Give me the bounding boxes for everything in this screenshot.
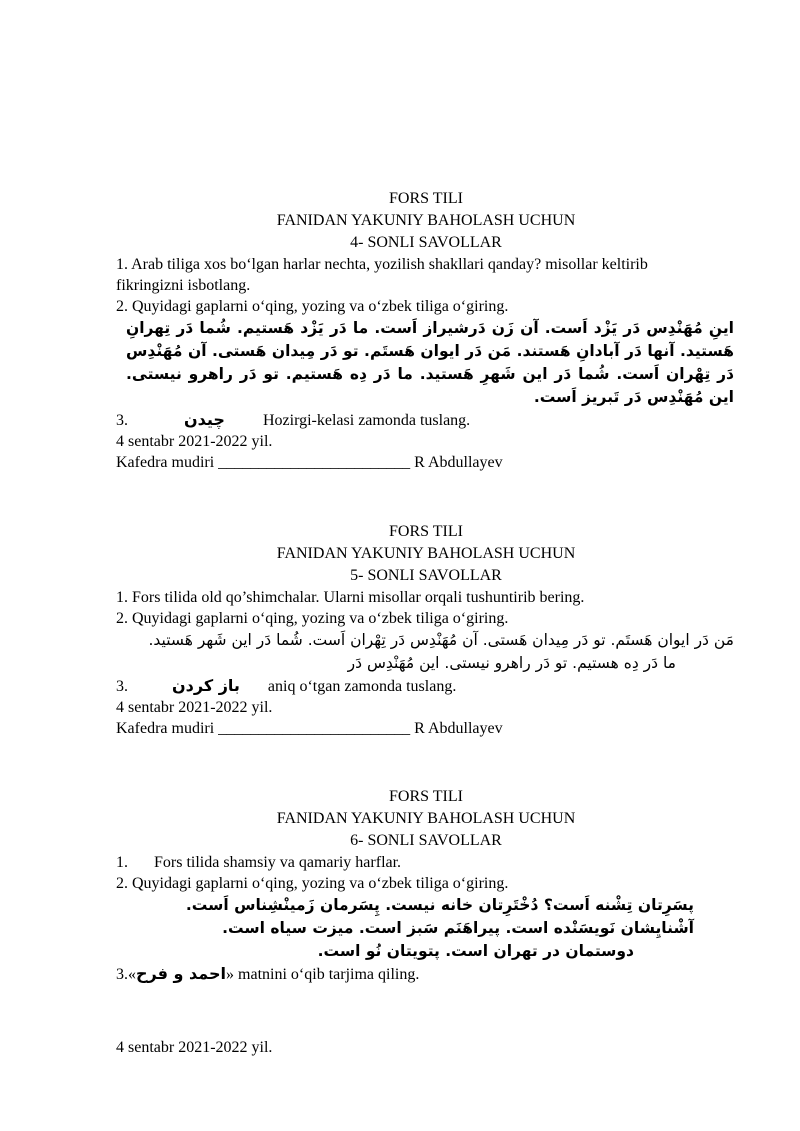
question-3-number: 3. <box>116 412 128 429</box>
title-line-1: FORS TILI <box>389 788 463 805</box>
question-1: 1. Arab tiliga xos bo‘lgan harlar nechta, yozilish shakllari qanday? misollar keltirib fikringizni isbotlang. <box>116 256 648 294</box>
persian-text-2: ما دَر دِه هستیم. تو دَر راهرو نیستی. این مُهَنْدِس دَر <box>347 654 676 672</box>
question-3 <box>116 963 736 985</box>
date-line: 4 sentabr 2021-2022 yil. <box>116 433 273 450</box>
persian-text-2: آشْنایِشان نَویسَنْده است. پیراهَنَم سَبز است. میزت سیاه است. <box>222 919 694 937</box>
question-3-text: aniq o‘tgan zamonda tuslang. <box>267 678 457 695</box>
section-6 <box>116 786 736 1058</box>
date-line: 4 sentabr 2021-2022 yil. <box>116 1039 273 1056</box>
title-line-1: FORS TILI <box>389 523 463 540</box>
title-line-3: 4- SONLI SAVOLLAR <box>350 234 502 251</box>
title-line-1: FORS TILI <box>389 190 463 207</box>
date-line: 4 sentabr 2021-2022 yil. <box>116 699 273 716</box>
persian-verb: باز کردن <box>172 676 240 695</box>
question-3-text: Hozirgi-kelasi zamonda tuslang. <box>262 412 471 429</box>
question-3-suffix: » matnini o‘qib tarjima qiling. <box>226 966 420 983</box>
document-page <box>116 188 736 1058</box>
question-1-text: Fors tilida shamsiy va qamariy harflar. <box>154 854 402 871</box>
question-3-prefix: 3.« <box>116 966 136 983</box>
title-line-3: 6- SONLI SAVOLLAR <box>350 832 502 849</box>
question-2: 2. Quyidagi gaplarni o‘qing, yozing va o‘zbek tiliga o‘giring. <box>116 610 509 627</box>
question-3-number: 3. <box>116 678 128 695</box>
question-2: 2. Quyidagi gaplarni o‘qing, yozing va o‘zbek tiliga o‘giring. <box>116 298 509 315</box>
persian-title: احمد و فرح <box>136 964 227 983</box>
signature-line: Kafedra mudiri ________________________ R Abdullayev <box>116 454 503 471</box>
title-line-2: FANIDAN YAKUNIY BAHOLASH UCHUN <box>276 810 576 827</box>
question-1 <box>116 852 736 873</box>
persian-text-1: مَن دَر ایوان هَستَم. تو دَر مِیدان هَستی. آن مُهَنْدِس دَر تِهْران اَست. شُما دَر این شَهر هَستید. <box>148 631 734 649</box>
section-5 <box>116 521 736 739</box>
section-4 <box>116 188 736 473</box>
question-1-number: 1. <box>116 854 128 871</box>
title-line-2: FANIDAN YAKUNIY BAHOLASH UCHUN <box>276 545 576 562</box>
title-line-3: 5- SONLI SAVOLLAR <box>350 567 502 584</box>
question-3 <box>116 675 736 697</box>
persian-text: اینِ مُهَنْدِس دَر یَزْد اَست. آن زَن دَرشیراز اَست. ما دَر یَزْد هَستیم. شُما دَر تِهرانِ هَستید. آنها دَر آبادانِ هَستند. مَن دَر ایوان هَستَم. تو دَر مِیدان هَستی. آن مُهَنْدِس دَر تِهْران اَست. شُما دَر این شَهرِ هَستید. ما دَر دِه هَستیم. تو دَر راهرو نیستی. این مُهَنْدِس دَر تَبریز اَست. <box>126 319 734 406</box>
question-3 <box>116 409 736 431</box>
persian-verb: چیدن <box>184 410 225 429</box>
signature-line: Kafedra mudiri ________________________ R Abdullayev <box>116 720 503 737</box>
persian-text-3: دوستمان در تهران است. پتویتان نُو است. <box>317 942 634 960</box>
question-1: 1. Fors tilida old qo’shimchalar. Ularni misollar orqali tushuntirib bering. <box>116 589 585 606</box>
persian-text-1: پسَرِتان تِشْنه اَست؟ دُخْتَرِتان خانه نیست. پِسَرمان زَمینْشِناس اَست. <box>185 896 694 914</box>
title-line-2: FANIDAN YAKUNIY BAHOLASH UCHUN <box>276 212 576 229</box>
question-2: 2. Quyidagi gaplarni o‘qing, yozing va o‘zbek tiliga o‘giring. <box>116 875 509 892</box>
